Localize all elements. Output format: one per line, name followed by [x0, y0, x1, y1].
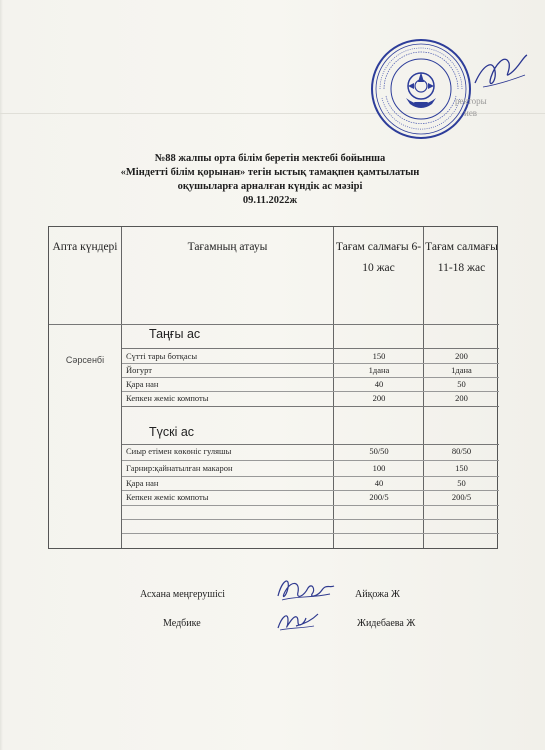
weekday-cell: Сәрсенбі [65, 355, 105, 365]
footer-name: Жидебаева Ж [357, 618, 416, 629]
table-divider [122, 519, 499, 520]
section-title-lunch: Түскі ас [149, 425, 195, 439]
table-row [122, 392, 499, 405]
column-header-weight-11-18 [424, 237, 499, 279]
section-title-breakfast: Таңғы ас [149, 327, 201, 341]
column-header-day [49, 237, 121, 258]
weight-6-10: 40 [374, 379, 384, 389]
signature-icon [272, 570, 342, 608]
table-row [122, 477, 499, 490]
menu-table [48, 226, 498, 549]
column-header-label: Тағам салмағы 11-18 жас [425, 241, 498, 274]
weight-11-18: 200 [455, 393, 468, 403]
header-date: 09.11.2022ж [242, 195, 298, 206]
dish-name: Гарнир:қайнатылған макарон [126, 463, 233, 473]
director-signature-icon [465, 45, 535, 105]
stamp-text-fragment: ректоры [455, 96, 487, 106]
table-divider [122, 460, 499, 461]
dish-name: Кепкен жеміс компоты [126, 393, 209, 403]
table-divider [122, 505, 499, 506]
weight-11-18: 150 [455, 463, 468, 473]
table-divider [122, 406, 499, 407]
column-header-label: Тағамның атауы [187, 241, 268, 253]
header-line: №88 жалпы орта білім беретін мектебі бойынша [154, 153, 386, 164]
official-seal-icon [370, 38, 472, 140]
table-row [122, 462, 499, 475]
table-row [122, 378, 499, 391]
dish-name: Кепкен жеміс компоты [126, 492, 209, 502]
weight-11-18: 80/50 [451, 446, 472, 456]
signature-icon [274, 606, 322, 636]
weight-6-10: 100 [372, 463, 386, 473]
weight-11-18: 50 [457, 379, 466, 389]
weight-6-10: 50/50 [369, 446, 389, 456]
table-row [122, 350, 499, 363]
document-header [60, 152, 480, 208]
table-divider [122, 533, 499, 534]
weight-6-10: 40 [374, 478, 384, 488]
dish-name: Қара нан [126, 478, 159, 488]
table-divider [49, 324, 499, 325]
footer-role: Асхана меңгерушісі [140, 589, 225, 600]
dish-name: Йогурт [126, 365, 152, 375]
table-row [122, 491, 499, 504]
weight-6-10: 200/5 [369, 492, 389, 502]
weight-11-18: 50 [457, 478, 466, 488]
dish-name: Сиыр етімен көкөніс гуляшы [126, 446, 232, 456]
weight-6-10: 150 [372, 351, 386, 361]
footer-role: Медбике [163, 618, 201, 629]
header-line: «Міндетті білім қорынан» тегін ыстық тамақпен қамтылатын [120, 167, 420, 178]
column-header-weight-6-10 [334, 237, 423, 279]
weight-11-18: 200/5 [451, 492, 472, 502]
dish-name: Қара нан [126, 379, 159, 389]
table-divider [122, 348, 499, 349]
table-row [122, 445, 499, 458]
dish-name: Сүтті тары ботқасы [126, 351, 198, 361]
header-line: оқушыларға арналған күндік ас мәзірі [177, 181, 363, 192]
weight-11-18: 200 [455, 351, 468, 361]
weight-6-10: 200 [372, 393, 386, 403]
weight-11-18: 1дана [451, 365, 472, 375]
footer-name: Айқожа Ж [355, 589, 400, 600]
stamp-text-fragment: иев [464, 108, 478, 118]
table-row [122, 364, 499, 377]
column-header-label: Тағам салмағы 6-10 жас [335, 241, 422, 274]
column-header-name [122, 237, 333, 258]
column-header-label: Апта күндері [52, 241, 118, 253]
weight-6-10: 1дана [368, 365, 390, 375]
